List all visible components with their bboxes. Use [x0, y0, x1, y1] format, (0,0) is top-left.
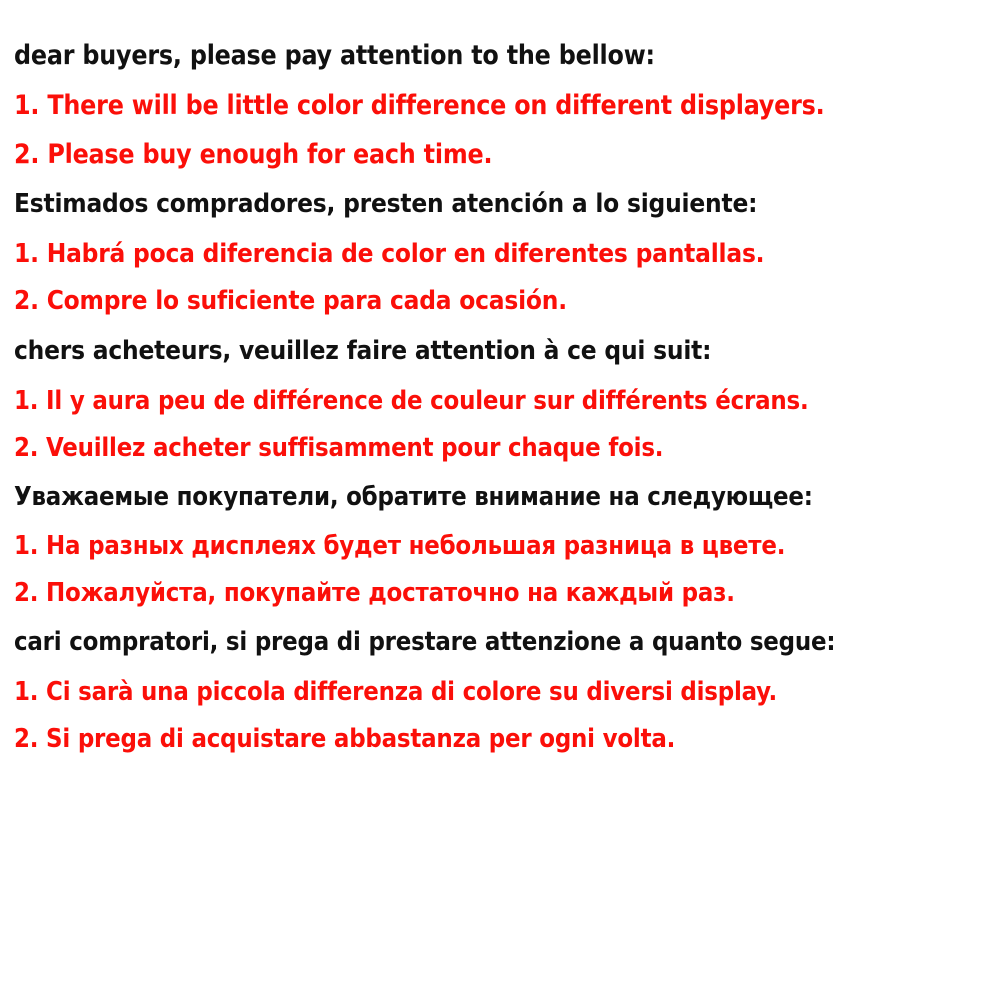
notice-item: 1. Habrá poca diferencia de color en diferentes pantallas. — [14, 238, 765, 269]
notice-block-russian — [14, 482, 986, 609]
notice-item: 1. Ci sarà una piccola differenza di colore su diversi display. — [14, 676, 778, 707]
notice-item: 2. Veuillez acheter suffisamment pour chaque fois. — [14, 432, 664, 463]
notice-item: 1. Il y aura peu de différence de couleur sur différents écrans. — [14, 385, 809, 416]
notice-heading: chers acheteurs, veuillez faire attention à ce qui suit: — [14, 336, 712, 367]
notice-item: 2. Пожалуйста, покупайте достаточно на каждый раз. — [14, 578, 735, 609]
notice-heading: dear buyers, please pay attention to the bellow: — [14, 40, 655, 71]
notice-item: 1. There will be little color difference on different displayers. — [14, 90, 825, 122]
notice-heading: Estimados compradores, presten atención a lo siguiente: — [14, 188, 758, 219]
notice-heading: Уважаемые покупатели, обратите внимание на следующее: — [14, 482, 813, 513]
notice-block-french — [14, 336, 986, 464]
notice-block-english — [14, 40, 986, 171]
notice-item: 2. Please buy enough for each time. — [14, 138, 493, 170]
notice-block-spanish — [14, 189, 986, 318]
notice-item: 2. Si prega di acquistare abbastanza per ogni volta. — [14, 723, 676, 754]
notice-item: 2. Compre lo suficiente para cada ocasión. — [14, 286, 567, 317]
notice-item: 1. На разных дисплеях будет небольшая разница в цвете. — [14, 531, 786, 562]
notice-heading: cari compratori, si prega di prestare attenzione a quanto segue: — [14, 627, 836, 658]
notice-block-italian — [14, 627, 986, 754]
